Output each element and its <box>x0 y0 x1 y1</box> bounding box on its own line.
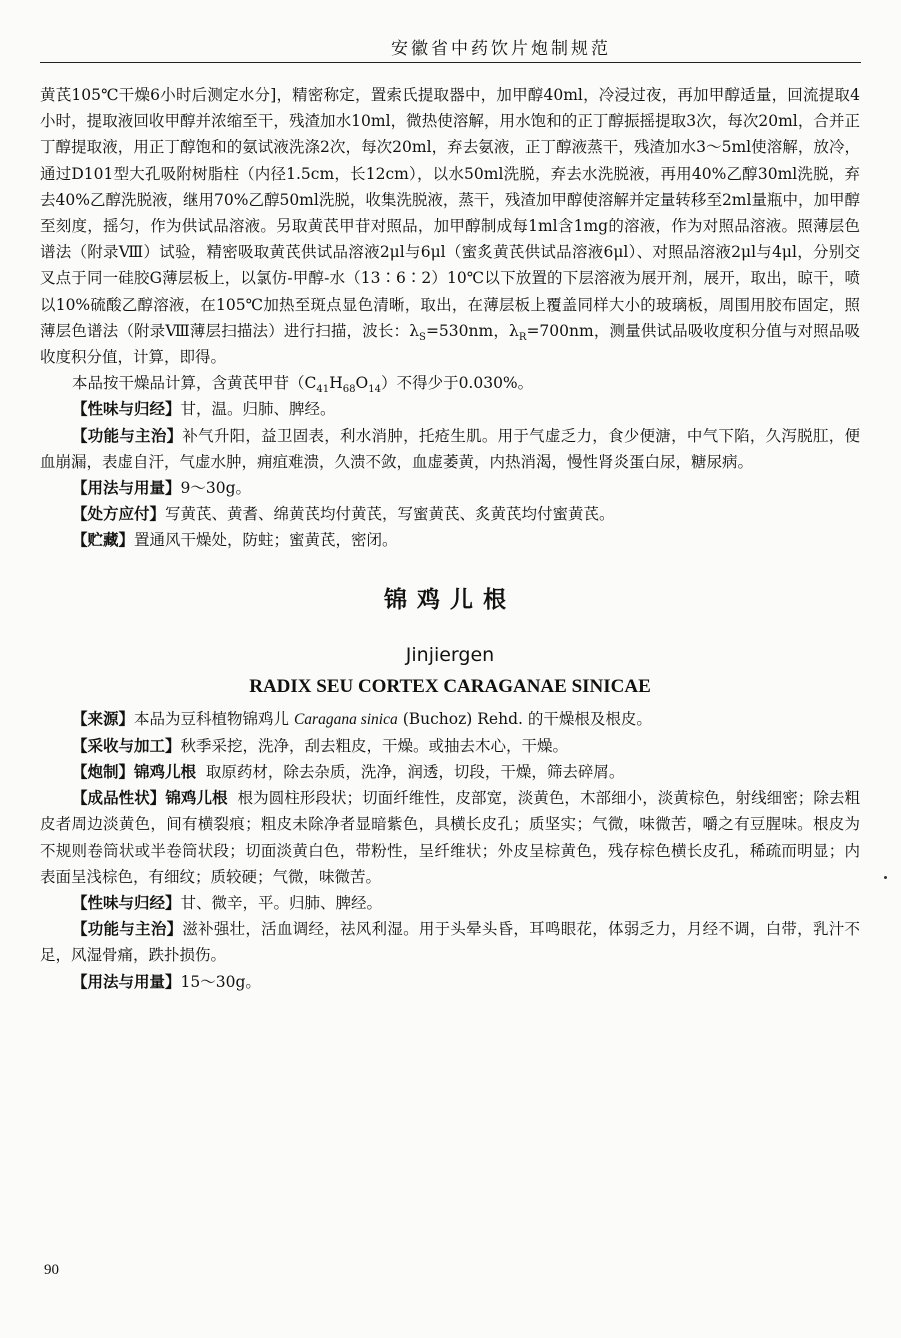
section-preparation <box>40 759 860 785</box>
section-label: 【用法与用量】 <box>72 478 181 498</box>
section-text: 15～30g。 <box>180 972 261 991</box>
section-label: 【来源】 <box>72 708 135 728</box>
section-label: 【处方应付】 <box>72 504 166 524</box>
continuation-text: 黄芪105℃干燥6小时后测定水分]，精密称定，置索氏提取器中，加甲醇40ml，冷浸过夜，再加甲醇适量，回流提取4小时，提取液回收甲醇并浓缩至干，残渣加水10ml，微热使溶解，用水饱和的正丁醇振摇提取3次，每次20ml，合并正丁醇提取液，用正丁醇饱和的氨试液洗涤2次，每次20ml，弃去氨液，正丁醇液蒸干，残渣加水3～5ml使溶解，放冷，通过D101型大孔吸附树脂柱（内径1.5cm，长12cm），以水50ml洗脱，弃去水洗脱液，再用40%乙醇30ml洗脱，弃去40%乙醇洗脱液，继用70%乙醇50ml洗脱，收集洗脱液，蒸干，残渣加甲醇使溶解并定量转移至2ml量瓶中，加甲醇至刻度，摇匀，作为供试品溶液。另取黄芪甲苷对照品，加甲醇制成每1ml含1mg的溶液，作为对照品溶液。照薄层色谱法（附录Ⅷ）试验，精密吸取黄芪供试品溶液2μl与6μl（蜜炙黄芪供试品溶液6μl）、对照品溶液2μl与4μl，分别交叉点于同一硅胶G薄层板上，以氯仿-甲醇-水（13∶6∶2）10℃以下放置的下层溶液为展开剂，展开，取出，晾干，喷以10%硫酸乙醇溶液，在105℃加热至斑点显色清晰，取出，在薄层板上覆盖同样大小的玻璃板，周围用胶布固定，照薄层色谱法（附录Ⅷ薄层扫描法）进行扫描，波长： <box>40 86 860 340</box>
monograph-latin-name: RADIX SEU CORTEX CARAGANAE SINICAE <box>249 675 651 697</box>
formula-h: H <box>329 374 343 393</box>
formula-o: O <box>355 374 369 393</box>
section-text: 9～30g。 <box>180 479 252 498</box>
section-label: 【性味与归经】 <box>72 893 181 913</box>
section-usage-dosage <box>40 969 860 995</box>
lambda-s-value: =530nm， <box>425 321 510 340</box>
lambda-r-subscript: R <box>518 331 527 343</box>
source-text-after: (Buchoz) Rehd. 的干燥根及根皮。 <box>402 709 652 728</box>
section-lead: 锦鸡儿根 <box>165 788 228 808</box>
page-number: 90 <box>44 1262 59 1278</box>
lambda-r-symbol: λ <box>509 321 519 340</box>
lambda-r-value: =700nm，测量供试品吸收度积分值与对照品吸收度积分值，计算，即得。 <box>40 321 860 367</box>
content-limit-suffix: ）不得少于0.030%。 <box>381 374 534 393</box>
running-header <box>40 22 861 63</box>
content-limit-paragraph <box>40 370 860 396</box>
section-product-description <box>40 785 860 890</box>
section-taste-meridian <box>40 890 860 916</box>
section-label: 【采收与加工】 <box>72 735 181 755</box>
header-title: 安徽省中药饮片炮制规范 <box>391 39 611 59</box>
section-text: 置通风干燥处，防蛀；蜜黄芪，密闭。 <box>134 531 398 550</box>
section-text: 秋季采挖，洗净，刮去粗皮，干燥。或抽去木心，干燥。 <box>180 736 569 755</box>
section-text: 根为圆柱形段状；切面纤维性，皮部宽，淡黄色，木部细小，淡黄棕色，射线细密；除去粗皮者周边淡黄色，间有横裂痕；粗皮未除净者显暗紫色，具横长皮孔；质坚实；气微，味微苦，嚼之有豆腥味。根皮为不规则卷筒状或半卷筒状段；切面淡黄白色，带粉性，呈纤维状；外皮呈棕黄色，残存棕色横长皮孔，稀疏而明显；内表面呈浅棕色，有细纹；质较硬；气微，味微苦。 <box>40 789 860 886</box>
section-storage <box>40 527 860 553</box>
section-function-indication <box>40 916 860 968</box>
species-name: Caragana sinica <box>293 710 398 728</box>
section-usage-dosage <box>40 475 860 501</box>
scan-speck <box>884 876 887 879</box>
section-text: 取原药材，除去杂质，洗净，润透，切段，干燥，筛去碎屑。 <box>205 763 625 782</box>
section-label: 【贮藏】 <box>72 530 135 550</box>
formula-o-subscript: 14 <box>368 384 382 396</box>
section-text: 甘、微辛，平。归肺、脾经。 <box>180 894 383 913</box>
section-text: 滋补强壮，活血调经，祛风利湿。用于头晕头昏，耳鸣眼花，体弱乏力，月经不调，白带，乳汁不足，风湿骨痛，跌扑损伤。 <box>40 920 860 965</box>
section-label: 【功能与主治】 <box>72 919 183 939</box>
section-function-indication <box>40 423 860 475</box>
content-limit-prefix: 本品按干燥品计算，含黄芪甲苷（C <box>72 374 317 393</box>
section-label: 【性味与归经】 <box>72 399 181 419</box>
section-label: 【用法与用量】 <box>72 971 181 991</box>
formula-c-subscript: 41 <box>316 384 330 396</box>
page-content <box>40 82 860 995</box>
section-lead: 锦鸡儿根 <box>134 762 197 782</box>
section-prescription-dispensing <box>40 501 860 527</box>
section-label: 【功能与主治】 <box>72 425 183 445</box>
section-label: 【成品性状】 <box>72 788 166 808</box>
section-text: 补气升阳，益卫固表，利水消肿，托疮生肌。用于气虚乏力，食少便溏，中气下陷，久泻脱肛，便血崩漏，表虚自汗，气虚水肿，痈疽难溃，久溃不敛，血虚萎黄，内热消渴，慢性肾炎蛋白尿，糖尿病。 <box>40 426 860 471</box>
section-collection-processing <box>40 733 860 759</box>
section-taste-meridian <box>40 396 860 422</box>
section-label: 【炮制】 <box>72 762 135 782</box>
monograph-title: 锦鸡儿根 <box>384 585 516 613</box>
section-text: 写黄芪、黄耆、绵黄芪均付黄芪，写蜜黄芪、炙黄芪均付蜜黄芪。 <box>165 505 615 524</box>
continuation-paragraph <box>40 82 860 370</box>
section-text: 甘，温。归肺、脾经。 <box>180 400 336 419</box>
lambda-s-subscript: S <box>419 331 426 343</box>
section-source <box>40 706 860 733</box>
source-text-before: 本品为豆科植物锦鸡儿 <box>134 709 290 728</box>
formula-h-subscript: 68 <box>342 384 356 396</box>
lambda-s-symbol: λ <box>409 321 420 340</box>
monograph-pinyin: Jinjiergen <box>405 643 495 666</box>
